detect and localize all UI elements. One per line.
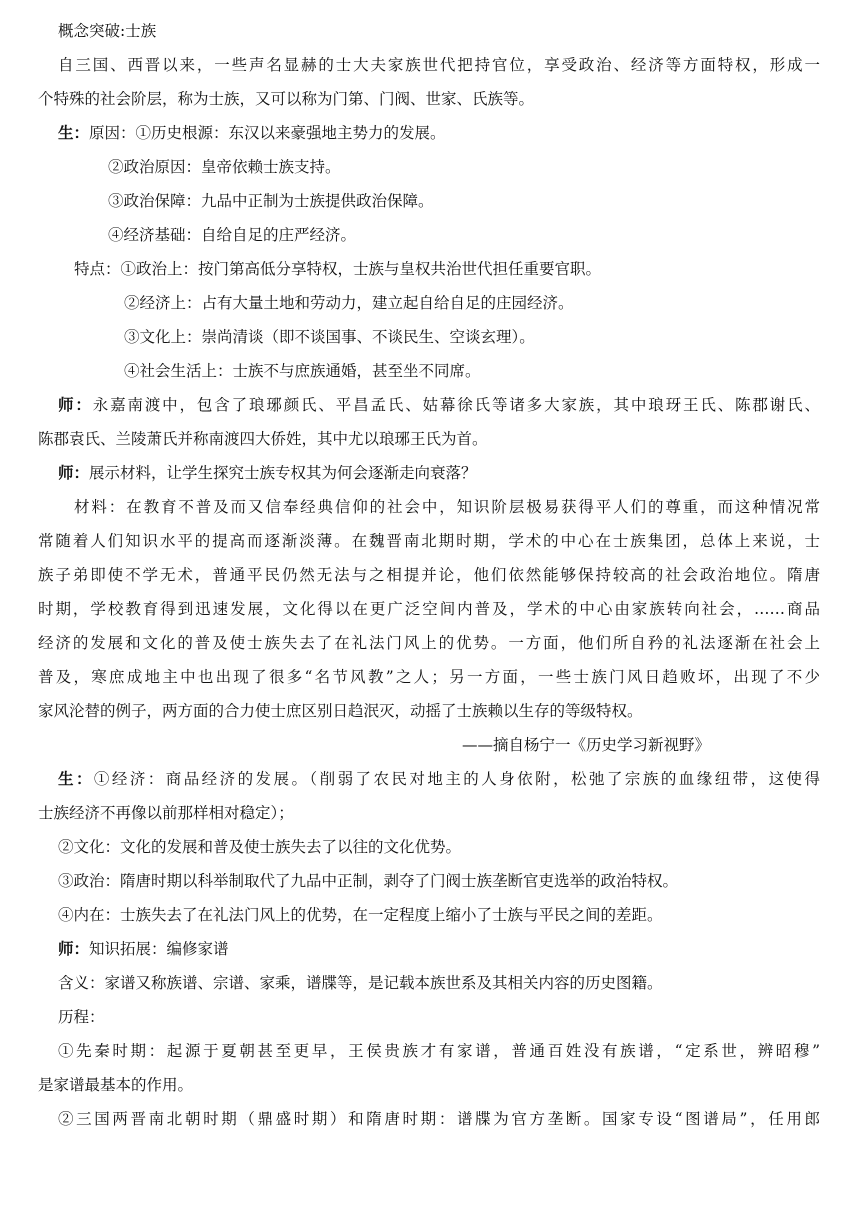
paragraph-line: 含义：家谱又称族谱、宗谱、家乘，谱牒等，是记载本族世系及其相关内容的历史图籍。 bbox=[58, 974, 663, 992]
list-item: ②三国两晋南北朝时期（鼎盛时期）和隋唐时期：谱牒为官方垄断。国家专设“图谱局”，任用郎 bbox=[58, 1110, 820, 1128]
list-item: ④社会生活上：士族不与庶族通婚，甚至坐不同席。 bbox=[124, 362, 481, 380]
list-item: ③文化上：崇尚清谈（即不谈国事、不谈民生、空谈玄理）。 bbox=[124, 328, 535, 346]
list-item: 特点：①政治上：按门第高低分享特权，士族与皇权共治世代担任重要官职。 bbox=[74, 260, 602, 278]
speaker-label: 师： bbox=[58, 939, 90, 958]
list-item: ②文化：文化的发展和普及使士族失去了以往的文化优势。 bbox=[58, 838, 462, 856]
list-item: ③政治：隋唐时期以科举制取代了九品中正制，剥夺了门阀士族垄断官吏选举的政治特权。 bbox=[58, 872, 679, 890]
paragraph-line: 是家谱最基本的作用。 bbox=[38, 1076, 194, 1094]
paragraph-line: 陈郡袁氏、兰陵萧氏并称南渡四大侨姓，其中尤以琅琊王氏为首。 bbox=[38, 430, 488, 448]
student-line: 生：①经济：商品经济的发展。（削弱了农民对地主的人身依附，松弛了宗族的血缘纽带，这使得 bbox=[58, 769, 820, 788]
concept-heading: 概念突破:士族 bbox=[58, 22, 157, 40]
speaker-label: 师： bbox=[58, 463, 90, 482]
list-item: ④经济基础：自给自足的庄严经济。 bbox=[108, 226, 357, 244]
material-line: 材料：在教育不普及而又信奉经典信仰的社会中，知识阶层极易获得平人们的尊重，而这种情况常 bbox=[74, 498, 820, 516]
material-line: 族子弟即使不学无术，普通平民仍然无法与之相提并论，他们依然能够保持较高的社会政治地位。隋唐 bbox=[38, 566, 820, 584]
list-item: ②经济上：占有大量土地和劳动力，建立起自给自足的庄园经济。 bbox=[124, 294, 574, 312]
material-line: 家风沦替的例子，两方面的合力使士庶区别日趋泯灭，动摇了士族赖以生存的等级特权。 bbox=[38, 702, 643, 720]
list-item: ④内在：士族失去了在礼法门风上的优势，在一定程度上缩小了士族与平民之间的差距。 bbox=[58, 906, 663, 924]
speaker-label: 生： bbox=[58, 769, 94, 788]
teacher-line: 师：展示材料，让学生探究士族专权其为何会逐渐走向衰落？ bbox=[58, 463, 477, 482]
source-citation: ——摘自杨宁一《历史学习新视野》 bbox=[461, 736, 710, 754]
paragraph-line: 历程： bbox=[58, 1008, 105, 1026]
speaker-label: 生： bbox=[58, 123, 90, 142]
teacher-line: 师：永嘉南渡中，包含了琅琊颜氏、平昌孟氏、姑幕徐氏等诸多大家族，其中琅玡王氏、陈郡谢氏、 bbox=[58, 395, 820, 414]
speaker-label: 师： bbox=[58, 395, 93, 414]
list-item: ③政治保障：九品中正制为士族提供政治保障。 bbox=[108, 192, 434, 210]
paragraph-line: 士族经济不再像以前那样相对稳定）； bbox=[38, 804, 294, 822]
paragraph-line: 个特殊的社会阶层，称为士族，又可以称为门第、门阀、世家、氏族等。 bbox=[38, 90, 535, 108]
list-item: ①先秦时期：起源于夏朝甚至更早，王侯贵族才有家谱，普通百姓没有族谱，“定系世，辨昭穆” bbox=[58, 1042, 820, 1060]
teacher-line: 师：知识拓展：编修家谱 bbox=[58, 939, 229, 958]
material-line: 普及，寒庶成地主中也出现了很多“名节风教”之人；另一方面，一些士族门风日趋败坏，出现了不少 bbox=[38, 668, 820, 686]
material-line: 经济的发展和文化的普及使士族失去了在礼法门风上的优势。一方面，他们所自矜的礼法逐渐在社会上 bbox=[38, 634, 820, 652]
paragraph-line: 自三国、西晋以来，一些声名显赫的士大夫家族世代把持官位，享受政治、经济等方面特权，形成一 bbox=[58, 56, 820, 74]
material-line: 常随着人们知识水平的提高而逐渐淡薄。在魏晋南北期时期，学术的中心在士族集团，总体上来说，士 bbox=[38, 532, 820, 550]
student-line: 生：原因：①历史根源：东汉以来豪强地主势力的发展。 bbox=[58, 123, 446, 142]
list-item: ②政治原因：皇帝依赖士族支持。 bbox=[108, 158, 341, 176]
material-line: 时期，学校教育得到迅速发展，文化得以在更广泛空间内普及，学术的中心由家族转向社会，……商品 bbox=[38, 600, 820, 618]
